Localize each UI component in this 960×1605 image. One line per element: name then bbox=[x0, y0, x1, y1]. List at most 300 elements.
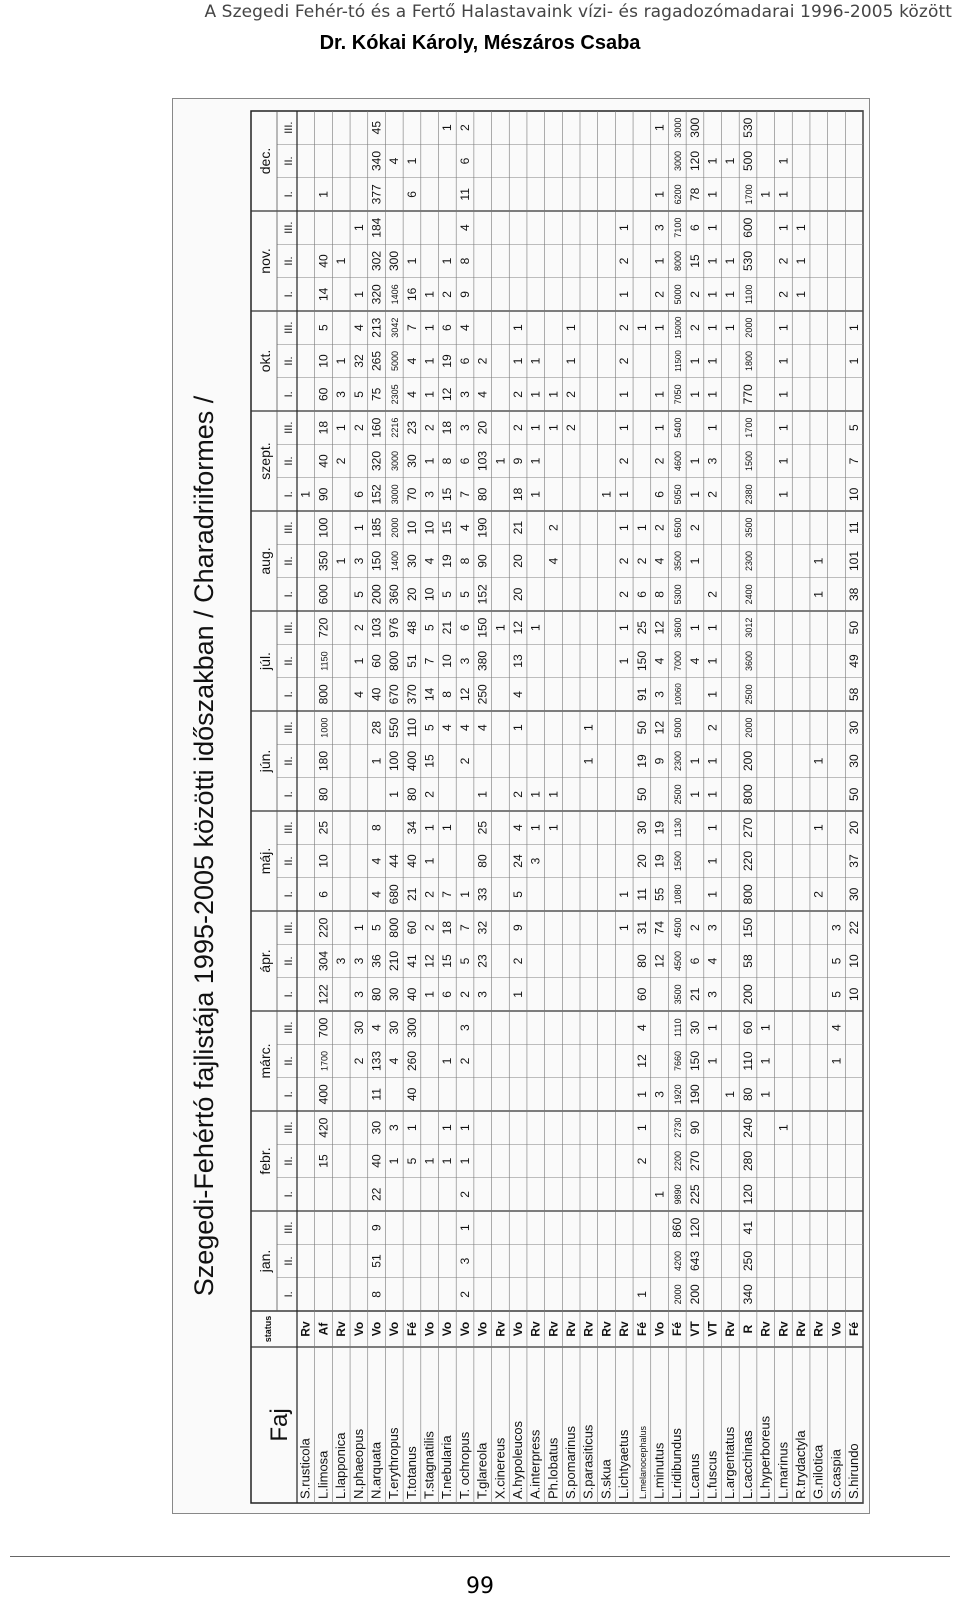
count-cell: 10 bbox=[847, 987, 862, 1002]
count-cell: 2 bbox=[617, 324, 632, 332]
count-cell: 1 bbox=[634, 1290, 649, 1298]
count-cell: 800 bbox=[740, 784, 755, 805]
count-cell: 7660 bbox=[673, 1050, 684, 1072]
count-cell: 25 bbox=[634, 620, 649, 635]
count-cell: 4 bbox=[687, 657, 702, 665]
count-cell: 2 bbox=[705, 724, 720, 732]
count-cell: 643 bbox=[687, 1250, 702, 1272]
count-cell: 3042 bbox=[390, 317, 401, 338]
count-cell: 2000 bbox=[743, 717, 754, 738]
count-cell: 370 bbox=[404, 684, 419, 705]
decade-header: III. bbox=[283, 921, 295, 934]
count-cell: 1 bbox=[387, 790, 402, 798]
count-cell: 1 bbox=[528, 790, 543, 798]
count-cell: 6 bbox=[316, 890, 331, 898]
count-cell: 1 bbox=[334, 357, 349, 365]
decade-header: III. bbox=[283, 1021, 295, 1034]
count-cell: 11500 bbox=[674, 350, 684, 372]
count-cell: 80 bbox=[740, 1087, 755, 1102]
count-cell: 30 bbox=[847, 754, 862, 768]
month-header: okt. bbox=[257, 349, 273, 373]
count-cell: 3 bbox=[475, 990, 490, 998]
count-cell: 2 bbox=[422, 924, 437, 932]
decade-header: III. bbox=[283, 1221, 295, 1234]
status-code: Vo bbox=[457, 1321, 472, 1337]
count-cell: 1 bbox=[776, 190, 791, 198]
count-cell: 2 bbox=[617, 590, 632, 598]
count-cell: 4 bbox=[457, 524, 472, 532]
count-cell: 1 bbox=[687, 357, 702, 365]
count-cell: 45 bbox=[369, 120, 384, 135]
count-cell: 100 bbox=[387, 750, 402, 772]
count-cell: 2400 bbox=[743, 584, 754, 605]
count-cell: 1 bbox=[723, 290, 738, 298]
count-cell: 78 bbox=[687, 187, 702, 202]
count-cell: 4 bbox=[457, 724, 472, 732]
count-cell: 3500 bbox=[743, 517, 754, 538]
table-frame bbox=[251, 111, 863, 1503]
count-cell: 3 bbox=[457, 390, 472, 398]
decade-header: II. bbox=[283, 656, 295, 666]
count-cell: 2300 bbox=[743, 550, 754, 572]
count-cell: 75 bbox=[369, 387, 384, 402]
count-cell: 1 bbox=[422, 990, 437, 998]
count-cell: 1 bbox=[475, 790, 490, 798]
count-cell: 2200 bbox=[673, 1150, 684, 1172]
count-cell: 1 bbox=[528, 390, 543, 398]
count-cell: 15 bbox=[316, 1154, 331, 1168]
count-cell: 100 bbox=[316, 517, 331, 538]
count-cell: 58 bbox=[847, 687, 862, 702]
species-name: L.ichtyaetus bbox=[616, 1429, 632, 1499]
count-cell: 18 bbox=[440, 420, 455, 435]
count-cell: 6 bbox=[404, 190, 419, 198]
count-cell: 190 bbox=[475, 517, 490, 538]
count-cell: 24 bbox=[510, 854, 525, 868]
count-cell: 1 bbox=[687, 557, 702, 565]
count-cell: 60 bbox=[404, 920, 419, 935]
count-cell: 2216 bbox=[390, 417, 401, 438]
count-cell: 1 bbox=[404, 1124, 419, 1132]
count-cell: 250 bbox=[740, 1250, 755, 1272]
count-cell: 7 bbox=[422, 657, 437, 665]
count-cell: 36 bbox=[369, 954, 384, 968]
count-cell: 1 bbox=[528, 490, 543, 498]
count-cell: 1 bbox=[776, 390, 791, 398]
count-cell: 2 bbox=[687, 290, 702, 298]
count-cell: 1 bbox=[634, 324, 649, 332]
status-code: Rv bbox=[599, 1321, 614, 1337]
count-cell: 1 bbox=[564, 324, 579, 332]
count-cell: 8 bbox=[440, 457, 455, 465]
month-header: márc. bbox=[257, 1043, 273, 1079]
count-cell: 5 bbox=[457, 590, 472, 598]
count-cell: 50 bbox=[847, 787, 862, 802]
count-cell: 1 bbox=[652, 1190, 667, 1198]
decade-header: II. bbox=[283, 356, 295, 366]
count-cell: 4 bbox=[369, 890, 384, 898]
count-cell: 90 bbox=[475, 554, 490, 568]
count-cell: 8 bbox=[652, 590, 667, 598]
count-cell: 225 bbox=[687, 1184, 702, 1205]
species-header: Faj bbox=[266, 1408, 293, 1442]
count-cell: 1 bbox=[369, 757, 384, 765]
count-cell: 4500 bbox=[673, 950, 684, 972]
count-cell: 110 bbox=[404, 718, 419, 738]
count-cell: 2 bbox=[422, 424, 437, 432]
decade-header: III. bbox=[283, 521, 295, 534]
count-cell: 1 bbox=[617, 890, 632, 898]
count-cell: 1 bbox=[546, 824, 561, 832]
count-cell: 800 bbox=[740, 884, 755, 905]
table-title: Szegedi-Fehértó fajlistája 1995-2005 közötti időszakban / Charadriiformes / bbox=[189, 395, 219, 1297]
count-cell: 976 bbox=[387, 617, 402, 638]
count-cell: 500 bbox=[740, 150, 755, 172]
count-cell: 1 bbox=[705, 157, 720, 165]
status-code: Vo bbox=[351, 1321, 366, 1337]
count-cell: 2 bbox=[351, 1057, 366, 1065]
count-cell: 860 bbox=[670, 1217, 685, 1238]
status-header: status bbox=[263, 1315, 273, 1343]
count-cell: 9 bbox=[369, 1224, 384, 1232]
count-cell: 1 bbox=[705, 224, 720, 232]
count-cell: 600 bbox=[316, 584, 331, 605]
count-cell: 15 bbox=[422, 754, 437, 768]
count-cell: 3 bbox=[387, 1124, 402, 1132]
count-cell: 2 bbox=[617, 257, 632, 265]
count-cell: 2 bbox=[617, 557, 632, 565]
count-cell: 74 bbox=[652, 920, 667, 935]
species-name: L.canus bbox=[686, 1453, 702, 1499]
count-cell: 1 bbox=[705, 790, 720, 798]
count-cell: 7 bbox=[404, 324, 419, 332]
count-cell: 1 bbox=[617, 290, 632, 298]
count-cell: 4 bbox=[510, 824, 525, 832]
count-cell: 12 bbox=[457, 687, 472, 702]
count-cell: 30 bbox=[687, 1020, 702, 1035]
count-cell: 6 bbox=[687, 224, 702, 232]
count-cell: 3000 bbox=[390, 450, 401, 472]
count-cell: 302 bbox=[369, 250, 384, 272]
count-cell: 3000 bbox=[390, 484, 401, 505]
count-cell: 1 bbox=[705, 1057, 720, 1065]
count-cell: 1 bbox=[705, 290, 720, 298]
count-cell: 30 bbox=[404, 454, 419, 468]
count-cell: 1 bbox=[298, 490, 313, 498]
count-cell: 5 bbox=[422, 624, 437, 632]
count-cell: 21 bbox=[440, 620, 455, 635]
count-cell: 2 bbox=[687, 924, 702, 932]
count-cell: 15000 bbox=[674, 316, 684, 339]
count-cell: 11 bbox=[369, 1088, 384, 1101]
count-cell: 2000 bbox=[673, 1284, 684, 1305]
count-cell: 8 bbox=[369, 824, 384, 832]
count-cell: 4 bbox=[404, 357, 419, 365]
count-cell: 1 bbox=[334, 557, 349, 565]
species-name: L.marinus bbox=[775, 1441, 791, 1499]
count-cell: 34 bbox=[404, 820, 419, 835]
count-cell: 152 bbox=[369, 484, 384, 505]
count-cell: 2 bbox=[457, 1057, 472, 1065]
count-cell: 1 bbox=[440, 257, 455, 265]
count-cell: 350 bbox=[316, 550, 331, 572]
count-cell: 1 bbox=[705, 324, 720, 332]
count-cell: 18 bbox=[440, 920, 455, 935]
count-cell: 21 bbox=[510, 520, 525, 535]
count-cell: 800 bbox=[316, 684, 331, 705]
count-cell: 110 bbox=[740, 1051, 755, 1071]
status-code: Vo bbox=[510, 1321, 525, 1337]
count-cell: 1 bbox=[546, 790, 561, 798]
count-cell: 1 bbox=[440, 1057, 455, 1065]
count-cell: 320 bbox=[369, 284, 384, 305]
count-cell: 10 bbox=[316, 354, 331, 368]
count-cell: 2 bbox=[422, 790, 437, 798]
count-cell: 1 bbox=[793, 290, 808, 298]
count-cell: 680 bbox=[387, 884, 402, 905]
count-cell: 40 bbox=[316, 454, 331, 468]
authors-line: Dr. Kókai Károly, Mészáros Csaba bbox=[319, 32, 641, 54]
count-cell: 2 bbox=[510, 790, 525, 798]
count-cell: 44 bbox=[387, 854, 402, 868]
count-cell: 1 bbox=[847, 324, 862, 332]
count-cell: 90 bbox=[316, 487, 331, 502]
status-code: Fé bbox=[634, 1321, 649, 1337]
count-cell: 1 bbox=[776, 1124, 791, 1132]
count-cell: 8 bbox=[440, 690, 455, 698]
count-cell: 2 bbox=[457, 1290, 472, 1298]
count-cell: 1 bbox=[705, 690, 720, 698]
count-cell: 265 bbox=[369, 350, 384, 372]
count-cell: 9 bbox=[510, 924, 525, 932]
month-header: dec. bbox=[257, 147, 273, 175]
decade-header: I. bbox=[283, 491, 295, 498]
count-cell: 1 bbox=[652, 390, 667, 398]
count-cell: 1 bbox=[422, 324, 437, 332]
count-cell: 3 bbox=[829, 924, 844, 932]
status-code: Fé bbox=[847, 1321, 862, 1337]
count-cell: 103 bbox=[475, 450, 490, 472]
count-cell: 4 bbox=[387, 157, 402, 165]
status-code: Rv bbox=[564, 1321, 579, 1337]
count-cell: 16 bbox=[404, 287, 419, 302]
count-cell: 380 bbox=[475, 650, 490, 672]
count-cell: 3 bbox=[334, 390, 349, 398]
count-cell: 1 bbox=[705, 190, 720, 198]
count-cell: 10 bbox=[422, 520, 437, 535]
count-cell: 4 bbox=[351, 324, 366, 332]
count-cell: 2 bbox=[687, 324, 702, 332]
status-code: Rv bbox=[723, 1321, 738, 1337]
count-cell: 1 bbox=[351, 224, 366, 232]
count-cell: 280 bbox=[740, 1150, 755, 1172]
count-cell: 213 bbox=[369, 317, 384, 338]
count-cell: 1 bbox=[457, 1124, 472, 1132]
count-cell: 40 bbox=[404, 987, 419, 1002]
count-cell: 1 bbox=[617, 657, 632, 665]
decade-header: II. bbox=[283, 1056, 295, 1066]
species-name: L.limosa bbox=[315, 1450, 331, 1499]
count-cell: 1 bbox=[705, 357, 720, 365]
count-cell: 2 bbox=[776, 257, 791, 265]
status-code: VT bbox=[687, 1321, 702, 1337]
count-cell: 7 bbox=[457, 490, 472, 498]
count-cell: 11 bbox=[634, 888, 649, 901]
count-cell: 300 bbox=[387, 250, 402, 272]
count-cell: 14 bbox=[316, 287, 331, 302]
count-cell: 1 bbox=[422, 390, 437, 398]
count-cell: 670 bbox=[387, 684, 402, 705]
count-cell: 21 bbox=[687, 987, 702, 1002]
count-cell: 5000 bbox=[673, 717, 684, 738]
count-cell: 55 bbox=[652, 887, 667, 902]
count-cell: 1000 bbox=[319, 717, 330, 738]
count-cell: 270 bbox=[687, 1150, 702, 1172]
status-code: Fé bbox=[404, 1321, 419, 1337]
count-cell: 4 bbox=[457, 324, 472, 332]
count-cell: 1500 bbox=[673, 850, 684, 872]
count-cell: 1 bbox=[776, 457, 791, 465]
count-cell: 1920 bbox=[673, 1084, 684, 1105]
count-cell: 6 bbox=[457, 457, 472, 465]
species-name: L.cacchinas bbox=[739, 1430, 755, 1499]
species-name: T.stagnatilis bbox=[421, 1431, 437, 1499]
count-cell: 1 bbox=[422, 857, 437, 865]
count-cell: 2 bbox=[351, 424, 366, 432]
count-cell: 7 bbox=[847, 457, 862, 465]
count-cell: 80 bbox=[404, 787, 419, 802]
status-code: Rv bbox=[793, 1321, 808, 1337]
count-cell: 3600 bbox=[743, 650, 754, 672]
count-cell: 1 bbox=[758, 190, 773, 198]
count-cell: 5 bbox=[440, 590, 455, 598]
count-cell: 8 bbox=[457, 257, 472, 265]
count-cell: 9890 bbox=[673, 1184, 684, 1205]
count-cell: 1 bbox=[422, 1157, 437, 1165]
count-cell: 1 bbox=[723, 1090, 738, 1098]
count-cell: 1 bbox=[652, 324, 667, 332]
count-cell: 9 bbox=[510, 457, 525, 465]
count-cell: 1 bbox=[493, 457, 508, 465]
count-cell: 19 bbox=[634, 754, 649, 768]
running-title: A Szegedi Fehér-tó és a Fertő Halastavaink vízi- és ragadozómadarai 1996-2005 között bbox=[204, 2, 952, 22]
count-cell: 530 bbox=[740, 117, 755, 138]
count-cell: 21 bbox=[404, 887, 419, 902]
count-cell: 10 bbox=[316, 854, 331, 868]
species-name: N.phaeopus bbox=[350, 1428, 366, 1499]
count-cell: 1 bbox=[581, 757, 596, 765]
count-cell: 180 bbox=[316, 750, 331, 772]
count-cell: 6 bbox=[652, 490, 667, 498]
species-name: S.hirundo bbox=[846, 1443, 862, 1499]
month-header: szept. bbox=[257, 442, 273, 480]
count-cell: 1 bbox=[334, 424, 349, 432]
count-cell: 3 bbox=[652, 690, 667, 698]
count-cell: 30 bbox=[387, 1020, 402, 1035]
count-cell: 770 bbox=[740, 384, 755, 405]
count-cell: 103 bbox=[369, 617, 384, 638]
count-cell: 1 bbox=[493, 624, 508, 632]
count-cell: 700 bbox=[316, 1017, 331, 1038]
count-cell: 2 bbox=[705, 590, 720, 598]
count-cell: 1 bbox=[687, 624, 702, 632]
count-cell: 6 bbox=[457, 157, 472, 165]
count-cell: 1 bbox=[510, 324, 525, 332]
count-cell: 120 bbox=[687, 1217, 702, 1238]
count-cell: 4600 bbox=[673, 450, 684, 472]
count-cell: 12 bbox=[422, 954, 437, 968]
count-cell: 1 bbox=[705, 257, 720, 265]
status-code: Fé bbox=[670, 1321, 685, 1337]
count-cell: 1 bbox=[617, 224, 632, 232]
footer-divider bbox=[10, 1556, 950, 1557]
count-cell: 5 bbox=[404, 1157, 419, 1165]
count-cell: 20 bbox=[404, 587, 419, 602]
month-header: ápr. bbox=[257, 949, 273, 973]
count-cell: 30 bbox=[847, 720, 862, 735]
count-cell: 2 bbox=[687, 524, 702, 532]
count-cell: 3000 bbox=[673, 117, 684, 138]
decade-header: III. bbox=[283, 121, 295, 134]
count-cell: 133 bbox=[369, 1050, 384, 1072]
decade-header: I. bbox=[283, 991, 295, 998]
count-cell: 30 bbox=[847, 887, 862, 902]
species-name: X.cinereus bbox=[492, 1437, 508, 1499]
species-table bbox=[173, 99, 869, 1513]
count-cell: 200 bbox=[740, 750, 755, 772]
species-name: T.erythropus bbox=[386, 1427, 402, 1499]
page-number: 99 bbox=[466, 1574, 494, 1599]
count-cell: 19 bbox=[440, 354, 455, 368]
count-cell: 15 bbox=[440, 954, 455, 968]
count-cell: 210 bbox=[387, 950, 402, 972]
count-cell: 6500 bbox=[673, 517, 684, 538]
count-cell: 1 bbox=[387, 1157, 402, 1165]
status-code: Vo bbox=[475, 1321, 490, 1337]
month-header: febr. bbox=[257, 1147, 273, 1175]
count-cell: 30 bbox=[369, 1120, 384, 1135]
count-cell: 270 bbox=[740, 817, 755, 838]
count-cell: 10 bbox=[404, 520, 419, 535]
count-cell: 20 bbox=[475, 420, 490, 435]
count-cell: 1 bbox=[617, 524, 632, 532]
count-cell: 2305 bbox=[390, 384, 401, 405]
count-cell: 1 bbox=[793, 224, 808, 232]
count-cell: 7050 bbox=[673, 384, 684, 405]
count-cell: 19 bbox=[652, 854, 667, 868]
count-cell: 4 bbox=[351, 690, 366, 698]
count-cell: 3 bbox=[351, 557, 366, 565]
count-cell: 1 bbox=[776, 157, 791, 165]
count-cell: 20 bbox=[510, 554, 525, 568]
count-cell: 19 bbox=[652, 820, 667, 835]
species-name: S.parasiticus bbox=[580, 1424, 596, 1499]
count-cell: 2000 bbox=[390, 517, 401, 538]
status-code: Rv bbox=[334, 1321, 349, 1337]
count-cell: 5 bbox=[457, 957, 472, 965]
count-cell: 150 bbox=[687, 1050, 702, 1072]
count-cell: 6 bbox=[687, 957, 702, 965]
count-cell: 4 bbox=[705, 957, 720, 965]
count-cell: 38 bbox=[847, 587, 862, 602]
count-cell: 1 bbox=[528, 824, 543, 832]
species-name: S.pomarinus bbox=[563, 1426, 579, 1499]
count-cell: 1800 bbox=[743, 350, 754, 372]
count-cell: 2 bbox=[457, 124, 472, 132]
count-cell: 800 bbox=[387, 650, 402, 672]
decade-header: II. bbox=[283, 856, 295, 866]
count-cell: 3 bbox=[705, 457, 720, 465]
